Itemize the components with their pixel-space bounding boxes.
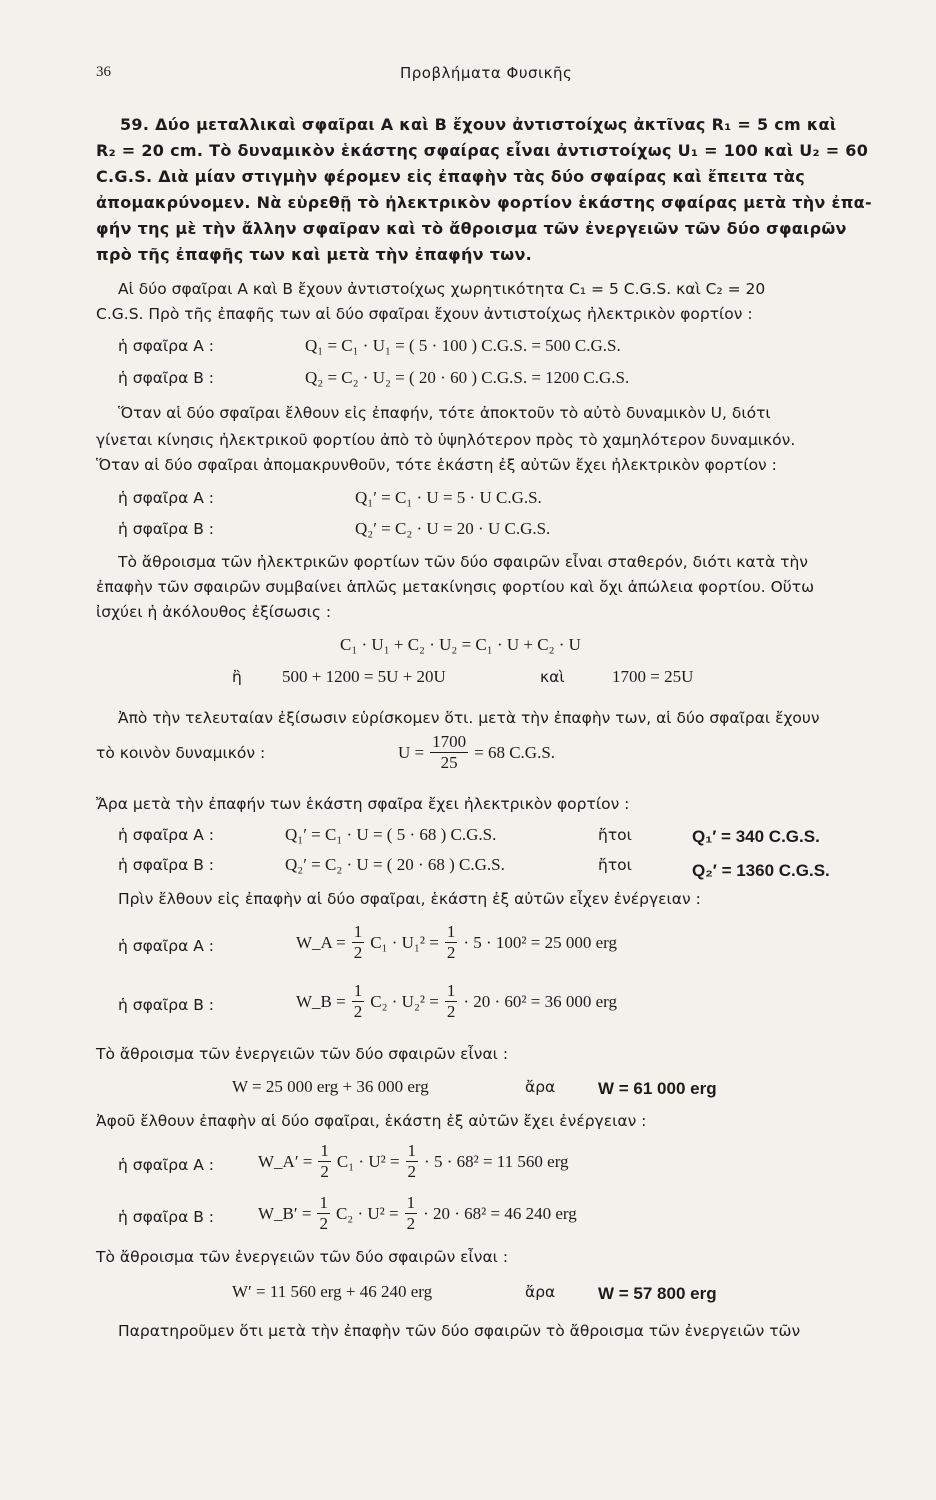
conservation-text-3: ἰσχύει ἡ ἀκόλουθος ἐξίσωσις : xyxy=(96,603,332,621)
potential-fraction: $\frac{1700}{25}$ xyxy=(432,732,467,772)
problem-line-6: πρὸ τῆς ἐπαφῆς των καὶ μετὰ τὴν ἐπαφήν των. xyxy=(96,245,533,264)
charge-after-a-equation: Q₁′ = C₁ · U = ( 5 · 68 ) C.G.S. xyxy=(285,825,497,844)
half-fraction: $\frac{1}{2}$ xyxy=(446,922,456,962)
sum-equation: 1700 = 25U xyxy=(612,667,694,686)
energy-before-sum-word: ἄρα xyxy=(525,1078,556,1096)
energy-after-sum-word: ἄρα xyxy=(525,1283,556,1301)
energy-after-intro: Ἀφοῦ ἔλθουν ἐπαφὴν αἱ δύο σφαῖραι, ἑκάστη ἐξ αὐτῶν ἔχει ἐνέργειαν : xyxy=(96,1112,647,1130)
energy-b-equation: W_B = $\frac{1}{2}$ C₂ · U₂² = $\frac{1}{2}$ · 20 · 60² = 36 000 erg xyxy=(296,981,617,1021)
charge-after-a-label: ἡ σφαῖρα Α : xyxy=(118,826,214,844)
charge-after-a-word: ἤτοι xyxy=(598,826,632,844)
charge-a-label: ἡ σφαῖρα Α : xyxy=(118,337,214,355)
potential-equation xyxy=(398,732,555,773)
contact-text-2: γίνεται κίνησις ἠλεκτρικοῦ φορτίου ἀπὸ τὸ ὑψηλότερον πρὸς τὸ χαμηλότερον δυναμικόν. xyxy=(96,431,796,449)
conservation-text-2: ἐπαφὴν τῶν σφαιρῶν συμβαίνει ἁπλῶς μετακίνησις φορτίου καὶ ὄχι ἀπώλεια φορτίου. Οὕτω xyxy=(96,578,815,596)
numeric-equation: 500 + 1200 = 5U + 20U xyxy=(282,667,446,686)
energy-after-b-equation: W_B′ = $\frac{1}{2}$ C₂ · U² = $\frac{1}{2}$ · 20 · 68² = 46 240 erg xyxy=(258,1193,577,1233)
charge-after-b-label: ἡ σφαῖρα Β : xyxy=(118,856,215,874)
half-fraction: $\frac{1}{2}$ xyxy=(353,922,363,962)
energy-after-a-equation: W_A′ = $\frac{1}{2}$ C₁ · U² = $\frac{1}{2}$ · 5 · 68² = 11 560 erg xyxy=(258,1141,569,1181)
closing-text: Παρατηροῦμεν ὅτι μετὰ τὴν ἐπαφὴν τῶν δύο σφαιρῶν τὸ ἄθροισμα τῶν ἐνεργειῶν τῶν xyxy=(118,1322,801,1340)
charge-after-b-result: Q₂′ = 1360 C.G.S. xyxy=(692,861,830,880)
energy-b-label: ἡ σφαῖρα Β : xyxy=(118,996,215,1014)
capacity-text-2: C.G.S. Πρὸ τῆς ἐπαφῆς των αἱ δύο σφαῖραι ἔχουν ἀντιστοίχως ἠλεκτρικὸν φορτίον : xyxy=(96,305,753,323)
energy-after-sum-intro: Τὸ ἄθροισμα τῶν ἐνεργειῶν τῶν δύο σφαιρῶν εἶναι : xyxy=(96,1248,509,1266)
half-fraction: $\frac{1}{2}$ xyxy=(320,1141,329,1181)
charge-b-equation: Q₂ = C₂ · U₂ = ( 20 · 60 ) C.G.S. = 1200 C.G.S. xyxy=(305,368,630,387)
half-fraction: $\frac{1}{2}$ xyxy=(353,981,363,1021)
energy-after-sum-result: W = 57 800 erg xyxy=(598,1284,717,1303)
charge-a-equation: Q₁ = C₁ · U₁ = ( 5 · 100 ) C.G.S. = 500 C.G.S. xyxy=(305,336,621,355)
capacity-text-1: Αἱ δύο σφαῖραι Α καὶ Β ἔχουν ἀντιστοίχως χωρητικότητα C₁ = 5 C.G.S. καὶ C₂ = 20 xyxy=(118,280,766,298)
energy-after-sum-equation: W′ = 11 560 erg + 46 240 erg xyxy=(232,1282,433,1301)
problem-line-5: φήν της μὲ τὴν ἄλλην σφαῖραν καὶ τὸ ἄθροισμα τῶν ἐνεργειῶν τῶν δύο σφαιρῶν xyxy=(96,219,847,238)
problem-line-2: R₂ = 20 cm. Τὸ δυναμικὸν ἑκάστης σφαίρας εἶναι ἀντιστοίχως U₁ = 100 καὶ U₂ = 60 xyxy=(96,141,869,160)
potential-lhs: U = xyxy=(398,742,425,762)
contact-text-3: Ὅταν αἱ δύο σφαῖραι ἀπομακρυνθοῦν, τότε ἑκάστη ἐξ αὐτῶν ἔχει ἠλεκτρικὸν φορτίον : xyxy=(96,456,777,474)
energy-before-sum-equation: W = 25 000 erg + 36 000 erg xyxy=(232,1077,429,1096)
energy-after-a-label: ἡ σφαῖρα Α : xyxy=(118,1156,214,1174)
charge-b-label: ἡ σφαῖρα Β : xyxy=(118,369,215,387)
half-fraction: $\frac{1}{2}$ xyxy=(319,1193,328,1233)
energy-before-sum-result: W = 61 000 erg xyxy=(598,1079,717,1098)
charges-after-intro: Ἄρα μετὰ τὴν ἐπαφήν των ἑκάστη σφαῖρα ἔχει ἠλεκτρικὸν φορτίον : xyxy=(96,795,630,813)
conservation-text-1: Τὸ ἄθροισμα τῶν ἠλεκτρικῶν φορτίων τῶν δύο σφαιρῶν εἶναι σταθερόν, διότι κατὰ τὴν xyxy=(118,553,808,571)
half-fraction: $\frac{1}{2}$ xyxy=(407,1141,417,1181)
potential-rhs: = 68 C.G.S. xyxy=(474,742,556,762)
charge-after-b-word: ἤτοι xyxy=(598,856,632,874)
page-number: 36 xyxy=(96,64,111,80)
problem-line-3: C.G.S. Διὰ μίαν στιγμὴν φέρομεν εἰς ἐπαφὴν τὰς δύο σφαίρας καὶ ἔπειτα τὰς xyxy=(96,167,805,186)
charge-a-symbolic-equation: Q₁′ = C₁ · U = 5 · U C.G.S. xyxy=(355,488,542,507)
half-fraction: $\frac{1}{2}$ xyxy=(406,1193,416,1233)
problem-line-4: ἀπομακρύνομεν. Νὰ εὑρεθῇ τὸ ἠλεκτρικὸν φορτίον ἑκάστης σφαίρας μετὰ τὴν ἐπα- xyxy=(96,193,872,212)
contact-text-1: Ὅταν αἱ δύο σφαῖραι ἔλθουν εἰς ἐπαφήν, τότε ἀποκτοῦν τὸ αὐτὸ δυναμικὸν U, διότι xyxy=(118,404,771,422)
energy-before-sum-intro: Τὸ ἄθροισμα τῶν ἐνεργειῶν τῶν δύο σφαιρῶν εἶναι : xyxy=(96,1045,509,1063)
conservation-equation: C₁ · U₁ + C₂ · U₂ = C₁ · U + C₂ · U xyxy=(340,635,581,654)
charge-b-symbolic-equation: Q₂′ = C₂ · U = 20 · U C.G.S. xyxy=(355,519,551,538)
half-fraction: $\frac{1}{2}$ xyxy=(446,981,456,1021)
energy-a-label: ἡ σφαῖρα Α : xyxy=(118,937,214,955)
potential-text: Ἀπὸ τὴν τελευταίαν ἐξίσωσιν εὑρίσκομεν ὅτι. μετὰ τὴν ἐπαφὴν των, αἱ δύο σφαῖραι ἔχουν xyxy=(118,709,820,727)
charge-after-b-equation: Q₂′ = C₂ · U = ( 20 · 68 ) C.G.S. xyxy=(285,855,505,874)
potential-label: τὸ κοινὸν δυναμικόν : xyxy=(96,744,266,762)
charge-a-symbolic-label: ἡ σφαῖρα Α : xyxy=(118,489,214,507)
charge-after-a-result: Q₁′ = 340 C.G.S. xyxy=(692,827,820,846)
charge-b-symbolic-label: ἡ σφαῖρα Β : xyxy=(118,520,215,538)
running-title: Προβλήματα Φυσικῆς xyxy=(400,64,573,82)
and-word: καὶ xyxy=(540,668,565,686)
problem-line-1: 59. Δύο μεταλλικαὶ σφαῖραι Α καὶ Β ἔχουν ἀντιστοίχως ἀκτῖνας R₁ = 5 cm καὶ xyxy=(120,115,837,134)
energy-a-equation: W_A = $\frac{1}{2}$ C₁ · U₁² = $\frac{1}{2}$ · 5 · 100² = 25 000 erg xyxy=(296,922,617,962)
or-word: ἢ xyxy=(232,668,242,686)
energy-after-b-label: ἡ σφαῖρα Β : xyxy=(118,1208,215,1226)
energy-before-intro: Πρὶν ἔλθουν εἰς ἐπαφὴν αἱ δύο σφαῖραι, ἑκάστη ἐξ αὐτῶν εἶχεν ἐνέργειαν : xyxy=(118,890,701,908)
